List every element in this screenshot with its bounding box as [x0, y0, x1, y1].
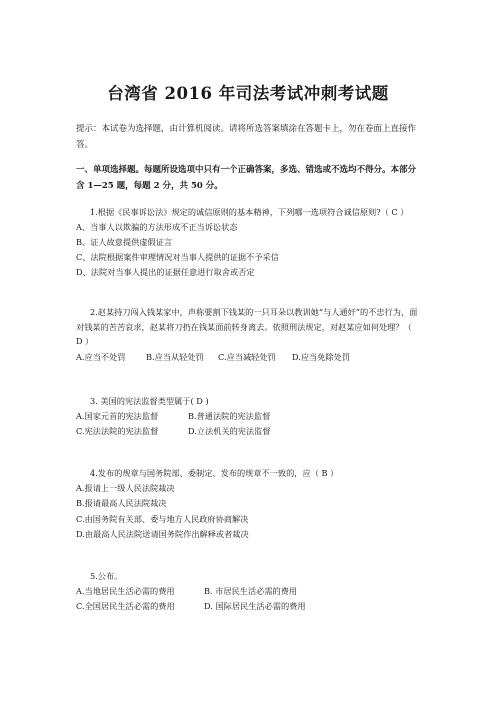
question-3-option-d: D.立法机关的宪法监督 [188, 426, 271, 436]
question-3-option-c: C.宪法法院的宪法监督 [76, 426, 159, 436]
question-2-option-a: A.应当不处罚 [76, 352, 126, 362]
question-1-option-d: D、法院对当事人提出的证据任意进行取舍或否定 [76, 267, 255, 277]
question-2-option-b: B.应当从轻处罚 [146, 352, 204, 362]
question-2-option-c: C.应当减轻处罚 [218, 352, 276, 362]
question-4-option-b: B.报请最高人民法院裁决 [76, 498, 167, 508]
intro-hint: 提示：本试卷为选择题，由计算机阅读。请将所选答案填涂在答题卡上，勿在卷面上直接作答。 [76, 124, 417, 150]
question-1-option-b: B、证人故意提供虚假证言 [76, 237, 173, 247]
question-5-option-d: D. 国际居民生活必需的费用 [204, 601, 306, 611]
question-1-option-a: A、当事人以欺骗的方法形成不正当诉讼状态 [76, 222, 238, 232]
question-4-option-a: A.报请上一级人民法院裁决 [76, 483, 175, 493]
question-3-option-b: B.普通法院的宪法监督 [188, 411, 271, 421]
question-5-option-b: B. 市居民生活必需的费用 [204, 586, 298, 596]
question-3-option-a: A.国家元首的宪法监督 [76, 411, 159, 421]
question-5-option-a: A.当地居民生活必需的费用 [76, 586, 175, 596]
question-5-stem: 5.公布。 [90, 571, 123, 581]
question-4-stem: 4.发布的规章与国务院部、委制定、发布的规章不一致的，应（ B ） [90, 468, 339, 478]
question-1-option-c: C、法院根据案件审理情况对当事人提供的证据不予采信 [76, 252, 279, 262]
question-3-stem: 3. 美国的宪法监督类型属于( D ) [90, 396, 209, 406]
question-2-option-d: D.应当免除处罚 [292, 352, 350, 362]
question-4-option-c: C.由国务院有关部、委与地方人民政府协商解决 [76, 514, 249, 524]
question-5-option-c: C.全国居民生活必需的费用 [76, 601, 175, 611]
question-2-stem: 2.赵某持刀闯入钱某家中，声称要割下钱某的一只耳朵以教训她“与人通奸”的不忠行为，面对钱某的苦苦哀求，赵某将刀扔在钱某面前转身离去。依照刑法规定，对赵某应如何处理？（ D ） [76, 307, 418, 346]
section-heading: 一、单项选择题。每题所设选项中只有一个正确答案，多选、错选或不选均不得分。本部分含 1—25 题，每题 2 分，共 50 分。 [76, 165, 417, 191]
page-title: 台湾省 2016 年司法考试冲刺考试题 [107, 84, 389, 103]
question-1-stem: 1.根据《民事诉讼法》规定的诚信原则的基本精神，下列哪一选项符合诚信原则?（ C ） [90, 207, 409, 217]
question-4-option-d: D.由最高人民法院送请国务院作出解释或者裁决 [76, 529, 249, 539]
